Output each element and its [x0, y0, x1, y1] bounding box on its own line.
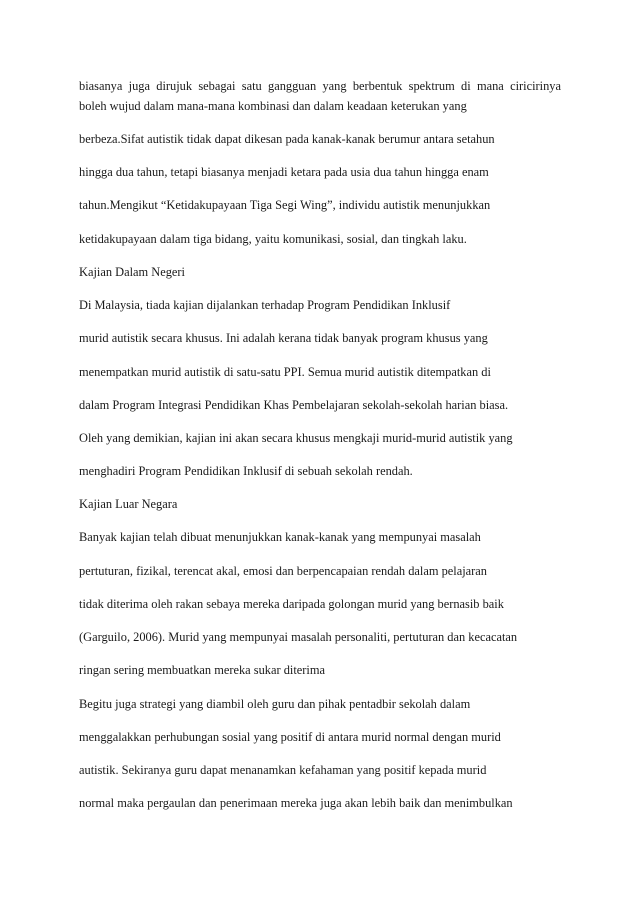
text-line-18: (Garguilo, 2006). Murid yang mempunyai masalah personaliti, pertuturan dan kecacatan	[79, 630, 518, 644]
text-line-20: Begitu juga strategi yang diambil oleh guru dan pihak pentadbir sekolah dalam	[79, 697, 471, 711]
text-line-12: Oleh yang demikian, kajian ini akan secara khusus mengkaji murid-murid autistik yang	[79, 431, 513, 445]
section-heading-kajian-luar-negara: Kajian Luar Negara	[79, 497, 178, 511]
section-heading-kajian-dalam-negeri: Kajian Dalam Negeri	[79, 265, 185, 279]
text-line-6: ketidakupayaan dalam tiga bidang, yaitu komunikasi, sosial, dan tingkah laku.	[79, 232, 467, 246]
text-line-10: menempatkan murid autistik di satu-satu PPI. Semua murid autistik ditempatkan di	[79, 365, 491, 379]
text-line-15: Banyak kajian telah dibuat menunjukkan kanak-kanak yang mempunyai masalah	[79, 530, 481, 544]
text-line-4: hingga dua tahun, tetapi biasanya menjadi ketara pada usia dua tahun hingga enam	[79, 165, 489, 179]
text-line-19: ringan sering membuatkan mereka sukar diterima	[79, 663, 326, 677]
text-line-16: pertuturan, fizikal, terencat akal, emosi dan berpencapaian rendah dalam pelajaran	[79, 564, 487, 578]
text-line-22: autistik. Sekiranya guru dapat menanamkan kefahaman yang positif kepada murid	[79, 763, 487, 777]
text-line-3: berbeza.Sifat autistik tidak dapat dikesan pada kanak-kanak berumur antara setahun	[79, 132, 495, 146]
text-line-8: Di Malaysia, tiada kajian dijalankan terhadap Program Pendidikan Inklusif	[79, 298, 451, 312]
text-line-21: menggalakkan perhubungan sosial yang positif di antara murid normal dengan murid	[79, 730, 501, 744]
text-line-2: boleh wujud dalam mana-mana kombinasi dan dalam keadaan keterukan yang	[79, 99, 467, 113]
text-line-1: biasanya juga dirujuk sebagai satu gangguan yang berbentuk spektrum di mana ciricirinya	[79, 79, 561, 93]
text-line-13: menghadiri Program Pendidikan Inklusif di sebuah sekolah rendah.	[79, 464, 413, 478]
text-line-9: murid autistik secara khusus. Ini adalah kerana tidak banyak program khusus yang	[79, 331, 488, 345]
text-line-23: normal maka pergaulan dan penerimaan mereka juga akan lebih baik dan menimbulkan	[79, 796, 513, 810]
text-line-5: tahun.Mengikut “Ketidakupayaan Tiga Segi Wing”, individu autistik menunjukkan	[79, 198, 491, 212]
text-line-17: tidak diterima oleh rakan sebaya mereka daripada golongan murid yang bernasib baik	[79, 597, 504, 611]
text-line-11: dalam Program Integrasi Pendidikan Khas Pembelajaran sekolah-sekolah harian biasa.	[79, 398, 509, 412]
